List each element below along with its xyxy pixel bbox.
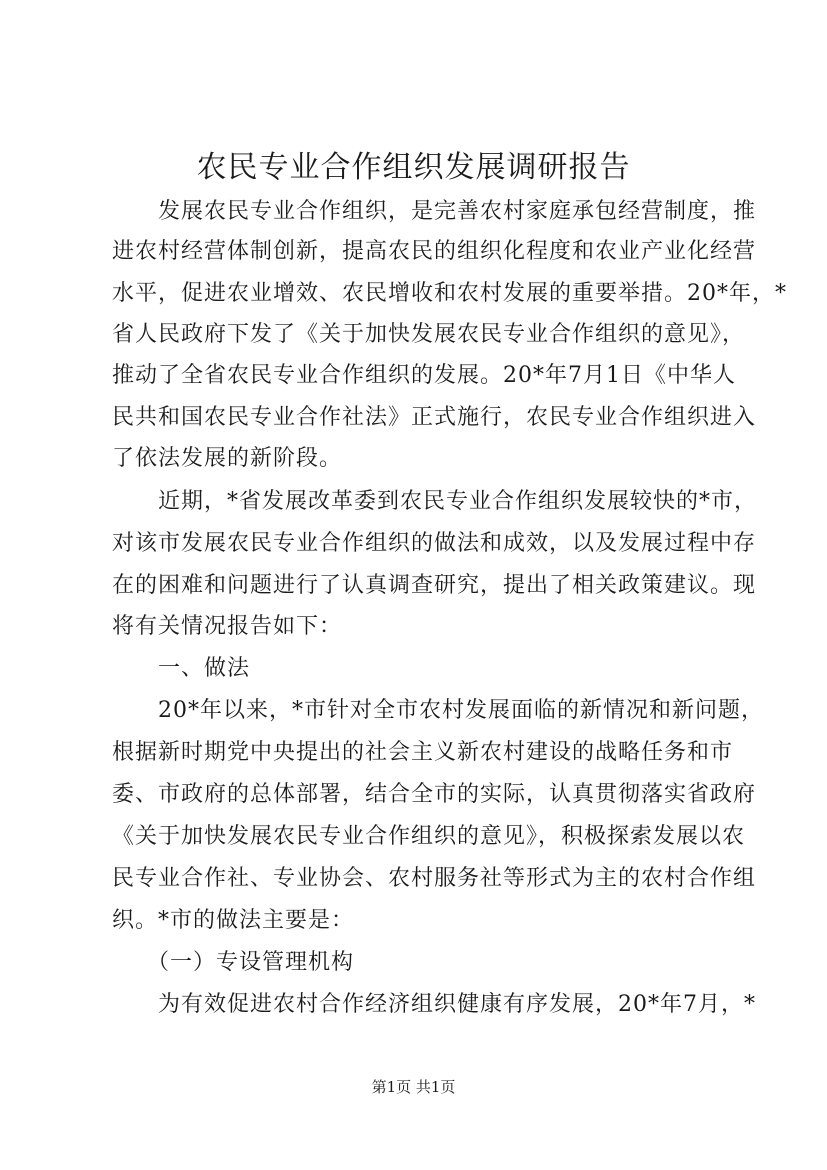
body-line: 20*年以来，*市针对全市农村发展面临的新情况和新问题， <box>112 698 764 723</box>
body-line: 了依法发展的新阶段。 <box>112 446 343 471</box>
body-line: 在的困难和问题进行了认真调查研究，提出了相关政策建议。现 <box>112 573 757 598</box>
body-line: 民共和国农民专业合作社法》正式施行，农民专业合作组织进入 <box>112 405 757 430</box>
body-line: 省人民政府下发了《关于加快发展农民专业合作组织的意见》， <box>112 322 746 347</box>
body-line: 水平，促进农业增效、农民增收和农村发展的重要举措。20*年，* <box>112 281 787 306</box>
body-line: 将有关情况报告如下： <box>112 614 343 639</box>
body-line: 织。*市的做法主要是： <box>112 908 355 933</box>
body-line: 《关于加快发展农民专业合作组织的意见》，积极探索发展以农 <box>112 824 746 849</box>
page-footer: 第1页 共1页 <box>371 1078 456 1096</box>
body-line: 对该市发展农民专业合作组织的做法和成效，以及发展过程中存 <box>112 531 757 556</box>
subsection-heading: （一）专设管理机构 <box>112 950 355 975</box>
body-line: 近期，*省发展改革委到农民专业合作组织发展较快的*市， <box>112 489 758 514</box>
body-line: 根据新时期党中央提出的社会主义新农村建设的战略任务和市 <box>112 740 734 765</box>
body-line: 进农村经营体制创新，提高农民的组织化程度和农业产业化经营 <box>112 239 757 264</box>
document-title: 农民专业合作组织发展调研报告 <box>196 150 631 185</box>
body-line: 推动了全省农民专业合作组织的发展。20*年7月1日《中华人 <box>112 363 736 388</box>
body-line: 发展农民专业合作组织，是完善农村家庭承包经营制度，推 <box>112 199 757 224</box>
body-line: 委、市政府的总体部署，结合全市的实际，认真贯彻落实省政府 <box>112 782 757 807</box>
body-line: 民专业合作社、专业协会、农村服务社等形式为主的农村合作组 <box>112 866 757 891</box>
section-heading: 一、做法 <box>112 656 251 681</box>
body-line: 为有效促进农村合作经济组织健康有序发展，20*年7月，* <box>112 992 756 1017</box>
